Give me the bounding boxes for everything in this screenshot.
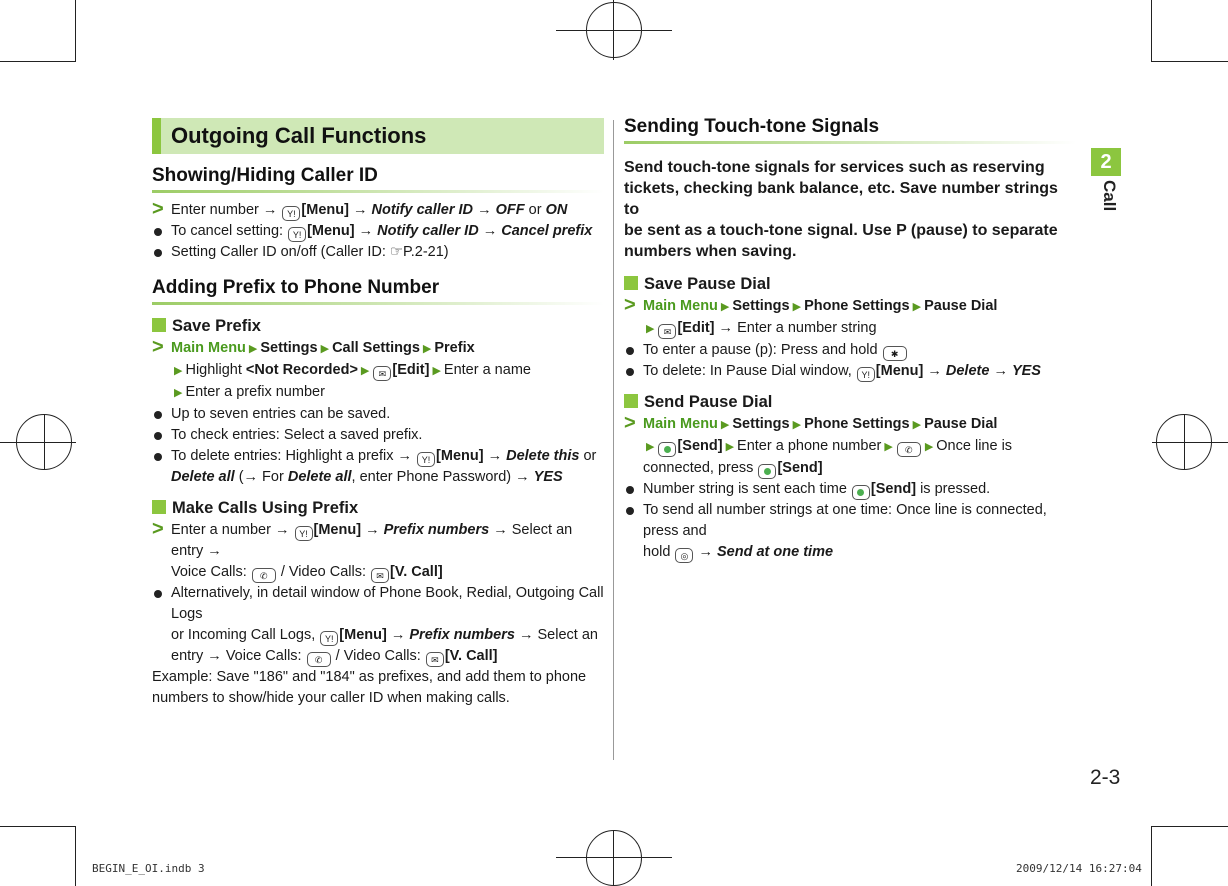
example-text: numbers to show/hide your caller ID when making calls. (152, 690, 510, 706)
bullet-icon (154, 432, 162, 440)
center-key-icon (658, 442, 676, 457)
bullet-icon (626, 347, 634, 355)
square-icon (152, 318, 166, 332)
crop-mark (1151, 826, 1152, 886)
subheading-save-prefix: Save Prefix (152, 314, 604, 338)
bullet-icon (626, 368, 634, 376)
step-marker-icon: > (624, 412, 636, 434)
asterisk-key-icon: ✱ (883, 346, 907, 361)
subheading-save-pause-dial: Save Pause Dial (624, 272, 1076, 296)
crop-mark (556, 30, 672, 31)
bullet-icon (154, 249, 162, 257)
intro-paragraph: Send touch-tone signals for services such as reserving tickets, checking bank balance, etc. Save number strings to be sent as a touch-tone signal. Use P (pause) to separate numbers when saving. (624, 159, 1058, 260)
footer-file: BEGIN_E_OI.indb 3 (92, 862, 205, 875)
step-line: > Enter number → Y! [Menu] → Notify caller ID → OFF or ON (152, 198, 568, 220)
step-marker-icon: > (152, 198, 164, 220)
step-line: > Enter a number → Y! [Menu] → Prefix numbers → Select an entry → (152, 518, 573, 559)
bullet-line: To check entries: Select a saved prefix. (152, 425, 604, 446)
bullet-line: To cancel setting: Y! [Menu] → Notify caller ID → Cancel prefix (152, 221, 604, 242)
crop-mark (1152, 442, 1228, 443)
square-icon (624, 394, 638, 408)
section-heading-prefix: Adding Prefix to Phone Number (152, 277, 604, 302)
crop-mark (613, 830, 614, 886)
menu-key-icon: Y! (282, 206, 300, 221)
center-key-icon (852, 485, 870, 500)
bullet-line: To enter a pause (p): Press and hold ✱ (624, 340, 1076, 361)
section-heading-touch-tone: Sending Touch-tone Signals (624, 116, 1076, 141)
page-title: Outgoing Call Functions (152, 118, 604, 154)
crop-mark (1151, 826, 1228, 827)
crop-mark (613, 0, 614, 60)
bullet-line: Number string is sent each time [Send] is pressed. (624, 479, 1076, 500)
menu-key-icon: Y! (857, 367, 875, 382)
step-continuation: connected, press [Send] (624, 458, 1076, 479)
crop-mark (1151, 0, 1152, 62)
bullet-line: Alternatively, in detail window of Phone Book, Redial, Outgoing Call Logs (152, 583, 604, 625)
chapter-tab-label: Call (1100, 180, 1119, 212)
registration-mark (586, 830, 642, 886)
step-continuation: Voice Calls: ✆ / Video Calls: ✉ [V. Call] (171, 564, 443, 581)
page-number: 2-3 (1090, 766, 1121, 789)
bullet-icon (154, 590, 162, 598)
bullet-line: Setting Caller ID on/off (Caller ID: ☞P.2-21) (152, 242, 604, 263)
call-key-icon: ✆ (252, 568, 276, 583)
menu-key-icon: Y! (320, 631, 338, 646)
right-column (624, 116, 1076, 563)
subheading-send-pause-dial: Send Pause Dial (624, 390, 1076, 414)
mail-key-icon: ✉ (426, 652, 444, 667)
bullet-icon (626, 507, 634, 515)
center-key-icon (758, 464, 776, 479)
bullet-line: To delete entries: Highlight a prefix → Y! [Menu] → Delete this or (152, 446, 604, 467)
page-ref-icon: ☞ (389, 244, 403, 260)
left-column (152, 118, 604, 709)
crop-mark (0, 61, 76, 62)
crop-mark (1151, 61, 1228, 62)
step-marker-icon: > (152, 518, 164, 540)
bullet-continuation: hold ◎ → Send at one time (643, 544, 834, 561)
bullet-continuation: or Incoming Call Logs, Y! [Menu] → Prefix numbers → Select an (171, 627, 598, 644)
call-key-icon: ✆ (307, 652, 331, 667)
bullet-continuation: entry → Voice Calls: ✆ / Video Calls: ✉ [V. Call] (171, 648, 498, 665)
bullet-line: To delete: In Pause Dial window, Y! [Menu] → Delete → YES (624, 361, 1076, 382)
step-marker-icon: > (152, 336, 164, 358)
bullet-continuation: Delete all (→ For Delete all, enter Phone Password) → YES (171, 469, 563, 485)
example-text: Example: Save "186" and "184" as prefixes, and add them to phone (152, 669, 587, 685)
subheading-make-calls: Make Calls Using Prefix (152, 496, 604, 520)
step-line: ▶ [Send] ▶ Enter a phone number ▶ ✆ ▶ Once line is (646, 438, 1013, 455)
step-line: > Main Menu ▶ Settings ▶ Phone Settings ▶ Pause Dial (624, 412, 998, 434)
menu-key-icon: Y! (417, 452, 435, 467)
step-line: ▶ Highlight <Not Recorded> ▶ ✉ [Edit] ▶ Enter a name (174, 362, 531, 379)
step-line: > Main Menu ▶ Settings ▶ Phone Settings ▶ Pause Dial (624, 294, 998, 316)
bullet-icon (626, 486, 634, 494)
column-divider (613, 120, 614, 760)
footer-timestamp: 2009/12/14 16:27:04 (1016, 862, 1142, 875)
bullet-icon (154, 228, 162, 236)
mail-key-icon: ✉ (658, 324, 676, 339)
crop-mark (1184, 414, 1185, 470)
bullet-icon (154, 411, 162, 419)
square-icon (152, 500, 166, 514)
step-marker-icon: > (624, 294, 636, 316)
crop-mark (556, 857, 672, 858)
section-heading-caller-id: Showing/Hiding Caller ID (152, 165, 604, 190)
menu-key-icon: Y! (288, 227, 306, 242)
side-key-icon: ◎ (675, 548, 693, 563)
mail-key-icon: ✉ (373, 366, 391, 381)
crop-mark (75, 0, 76, 62)
bullet-line: To send all number strings at one time: Once line is connected, press and (624, 500, 1076, 542)
crop-mark (0, 442, 76, 443)
crop-mark (44, 414, 45, 470)
menu-key-icon: Y! (295, 526, 313, 541)
call-key-icon: ✆ (897, 442, 921, 457)
step-line: > Main Menu ▶ Settings ▶ Call Settings ▶ Prefix (152, 336, 475, 358)
bullet-line: Up to seven entries can be saved. (152, 404, 604, 425)
square-icon (624, 276, 638, 290)
bullet-icon (154, 453, 162, 461)
step-line: ▶ Enter a prefix number (174, 384, 325, 400)
mail-key-icon: ✉ (371, 568, 389, 583)
crop-mark (0, 826, 76, 827)
crop-mark (75, 826, 76, 886)
step-line: ▶ ✉ [Edit] → Enter a number string (646, 320, 877, 337)
chapter-tab-number: 2 (1091, 148, 1121, 176)
